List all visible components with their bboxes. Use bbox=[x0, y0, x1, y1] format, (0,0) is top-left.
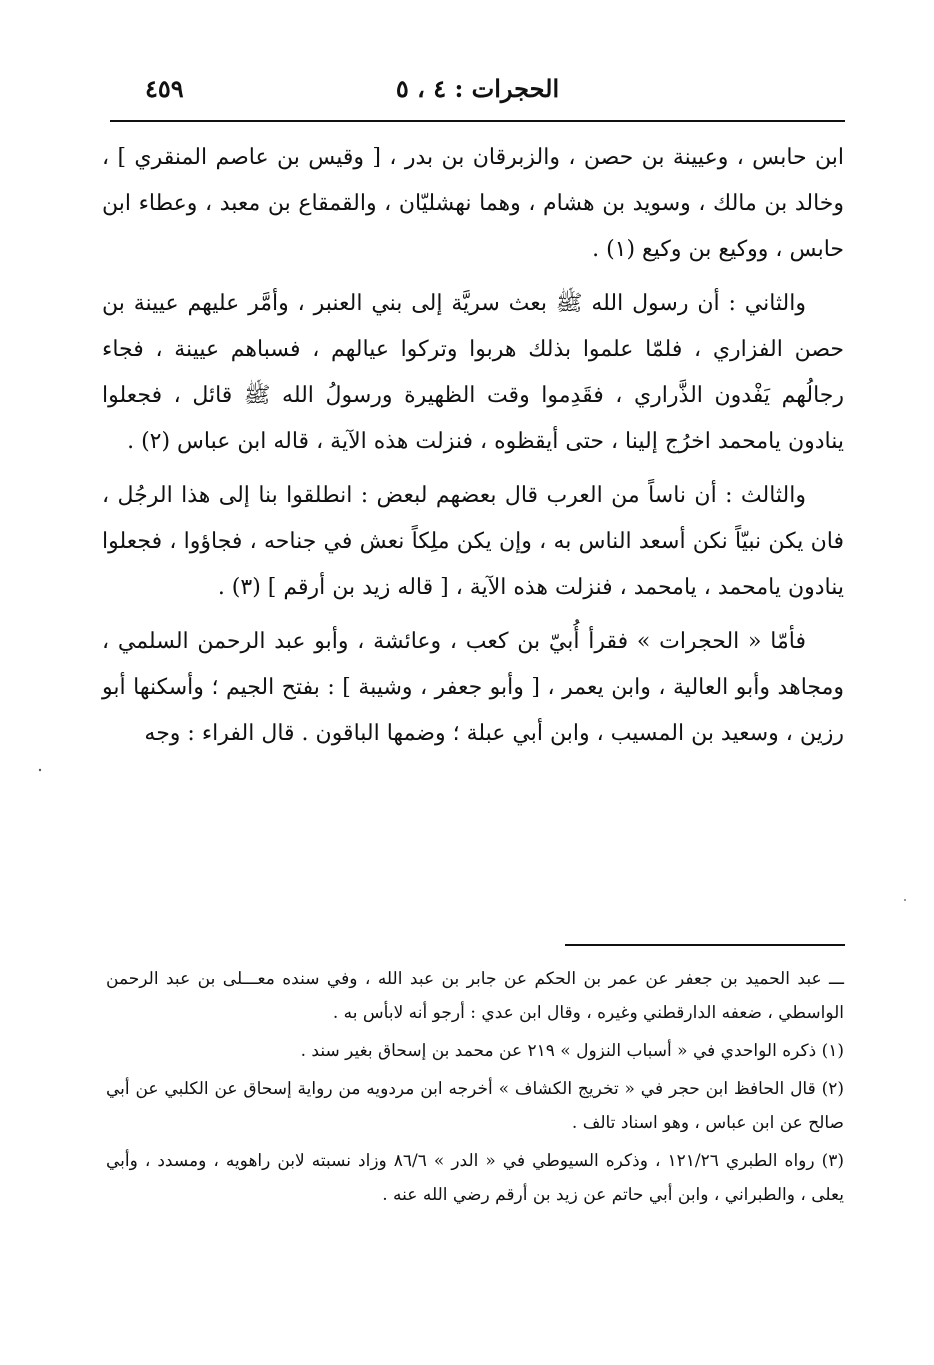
scan-speck bbox=[39, 769, 41, 771]
footnote-2: (٢) قال الحافظ ابن حجر في « تخريج الكشاف » أخرجه ابن مردويه من رواية إسحاق عن الكلبي عن أبي صالح عن ابن عباس ، وهو اسناد تالف . bbox=[106, 1079, 844, 1133]
running-title: الحجرات : ٤ ، ٥ bbox=[395, 74, 560, 103]
page-number: ٤٥٩ bbox=[145, 74, 184, 103]
paragraph-second-reason: والثاني : أن رسول الله ﷺ بعث سريَّة إلى بني العنبر ، وأمَّر عليهم عيينة بن حصن الفزاري ، فلمّا علموا بذلك هربوا وتركوا عيالهم ، فسباهم عيينة ، فجاء رجالُهم يَفْدون الذَّراري ، فقَدِموا وقت الظهيرة ورسولُ الله ﷺ قائل ، فجعلوا ينادون يامحمد اخرُج إلينا ، حتى أيقظوه ، فنزلت هذه الآية ، قاله ابن عباس (٢) . bbox=[102, 291, 844, 454]
paragraph-continuation: ابن حابس ، وعيينة بن حصن ، والزبرقان بن بدر ، [ وقيس بن عاصم المنقري ] ، وخالد بن مالك ، وسويد بن هشام ، وهما نهشليّان ، والقمقاع بن معبد ، وعطاء ابن حابس ، ووكيع بن وكيع (١) . bbox=[102, 145, 844, 262]
footnote-3: (٣) رواه الطبري ١٢١/٢٦ ، وذكره السيوطي في « الدر » ٨٦/٦ وزاد نسبته لابن راهويه ، ومسدد ، وأبي يعلى ، والطبراني ، وابن أبي حاتم عن زيد بن أرقم رضي الله عنه . bbox=[106, 1151, 845, 1205]
footnote-1: (١) ذكره الواحدي في « أسباب النزول » ٢١٩ عن محمد بن إسحاق بغير سند . bbox=[300, 1041, 844, 1061]
paragraph-third-reason: والثالث : أن ناساً من العرب قال بعضهم لبعض : انطلقوا بنا إلى هذا الرجُل ، فان يكن نبيّاً نكن أسعد الناس به ، وإن يكن ملِكاً نعش في جناحه ، فجاؤوا ، فجعلوا ينادون يامحمد ، يامحمد ، فنزلت هذه الآية ، [ قاله زيد بن أرقم ] (٣) . bbox=[102, 483, 844, 600]
footnote-continuation: ـــ عبد الحميد بن جعفر عن عمر بن الحكم عن جابر بن عبد الله ، وفي سنده معـــلى بن عبد الرحمن الواسطي ، ضعفه الدارقطني وغيره ، وقال ابن عدي : أرجو أنه لابأس به . bbox=[106, 969, 844, 1023]
scan-speck bbox=[904, 899, 906, 901]
paragraph-hujurat-reading: فأمّا « الحجرات » فقرأ أُبيّ بن كعب ، وعائشة ، وأبو عبد الرحمن السلمي ، ومجاهد وأبو العالية ، وابن يعمر ، [ وأبو جعفر ، وشيبة ] : بفتح الجيم ؛ وأسكنها أبو رزين ، وسعيد بن المسيب ، وابن أبي عبلة ؛ وضمها الباقون . قال الفراء : وجه bbox=[102, 629, 844, 746]
